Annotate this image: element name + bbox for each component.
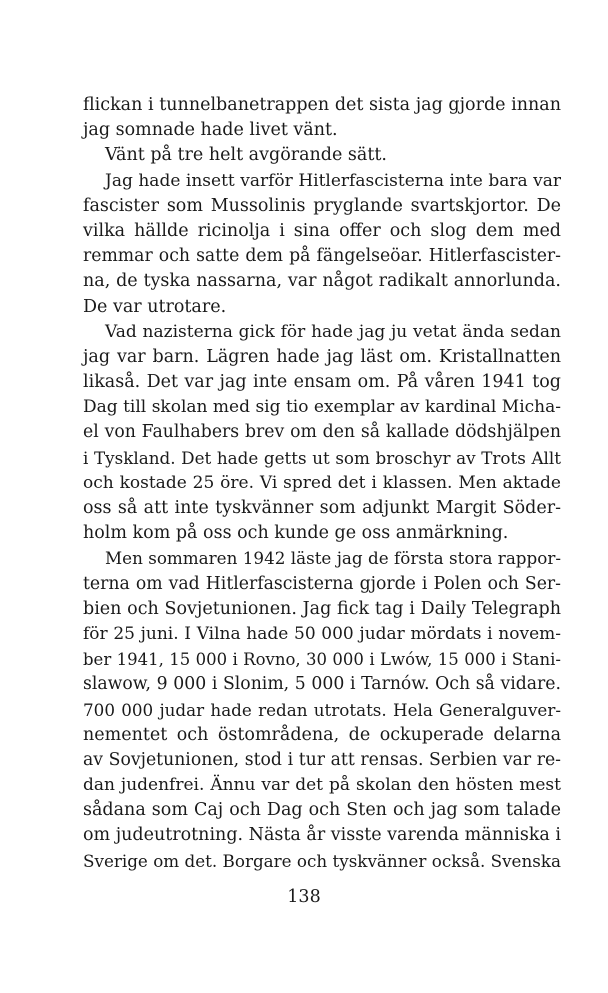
text-line: na, de tyska nassarna, var något radikalt annorlunda. (83, 271, 561, 292)
text-line: vilka hällde ricinolja i sina offer och slog dem med (83, 220, 561, 241)
text-line: 700 000 judar hade redan utrotats. Hela Generalguver- (83, 699, 561, 720)
text-line: av Sovjetunionen, stod i tur att rensas. Serbien var re- (83, 749, 561, 770)
text-line: nementet och östområdena, de ockuperade delarna (83, 724, 561, 745)
text-line: fascister som Mussolinis pryglande svartskjortor. De (83, 195, 561, 216)
text-line: Sverige om det. Borgare och tyskvänner också. Svenska (83, 850, 561, 871)
text-line: Jag hade insett varför Hitlerfascisterna inte bara var (105, 170, 561, 191)
text-line: dan judenfrei. Ännu var det på skolan den hösten mest (83, 775, 561, 796)
text-line: el von Faulhabers brev om den så kallade dödshjälpen (83, 422, 561, 443)
text-line: slawow, 9 000 i Slonim, 5 000 i Tarnów. Och så vidare. (83, 674, 561, 695)
text-line: terna om vad Hitlerfascisterna gjorde i Polen och Ser- (83, 573, 561, 594)
text-line: för 25 juni. I Vilna hade 50 000 judar mördats i novem- (83, 623, 561, 644)
text-line: Dag till skolan med sig tio exemplar av kardinal Micha- (83, 397, 561, 418)
text-line: flickan i tunnelbanetrappen det sista jag gjorde innan (83, 95, 561, 115)
text-line: remmar och satte dem på fängelseöar. Hitlerfascister- (83, 246, 561, 267)
text-line: De var utrotare. (83, 296, 227, 317)
text-line: Vänt på tre helt avgörande sätt. (105, 145, 387, 166)
text-line: om judeutrotning. Nästa år visste varenda människa i (83, 825, 562, 846)
text-line: Vad nazisterna gick för hade jag ju vetat ända sedan (105, 321, 561, 342)
page-number: 138 (287, 887, 321, 907)
text-line: och kostade 25 öre. Vi spred det i klassen. Men aktade (83, 472, 561, 493)
text-line: bien och Sovjetunionen. Jag fick tag i Daily Telegraph (83, 598, 561, 619)
text-line: ber 1941, 15 000 i Rovno, 30 000 i Lwów, 15 000 i Stani- (83, 650, 561, 670)
body-text (83, 93, 561, 874)
text-line: jag var barn. Lägren hade jag läst om. Kristallnatten (83, 346, 561, 367)
text-line: i Tyskland. Det hade getts ut som broschyr av Trots Allt (83, 447, 561, 468)
text-line: jag somnade hade livet vänt. (83, 120, 338, 141)
text-line: oss så att inte tyskvänner som adjunkt Margit Söder- (83, 498, 561, 518)
text-line: sådana som Caj och Dag och Sten och jag som talade (83, 800, 561, 821)
text-line: Men sommaren 1942 läste jag de första stora rappor- (105, 548, 561, 569)
text-line: holm kom på oss och kunde ge oss anmärkning. (83, 523, 509, 544)
text-line: likaså. Det var jag inte ensam om. På våren 1941 tog (83, 372, 561, 393)
